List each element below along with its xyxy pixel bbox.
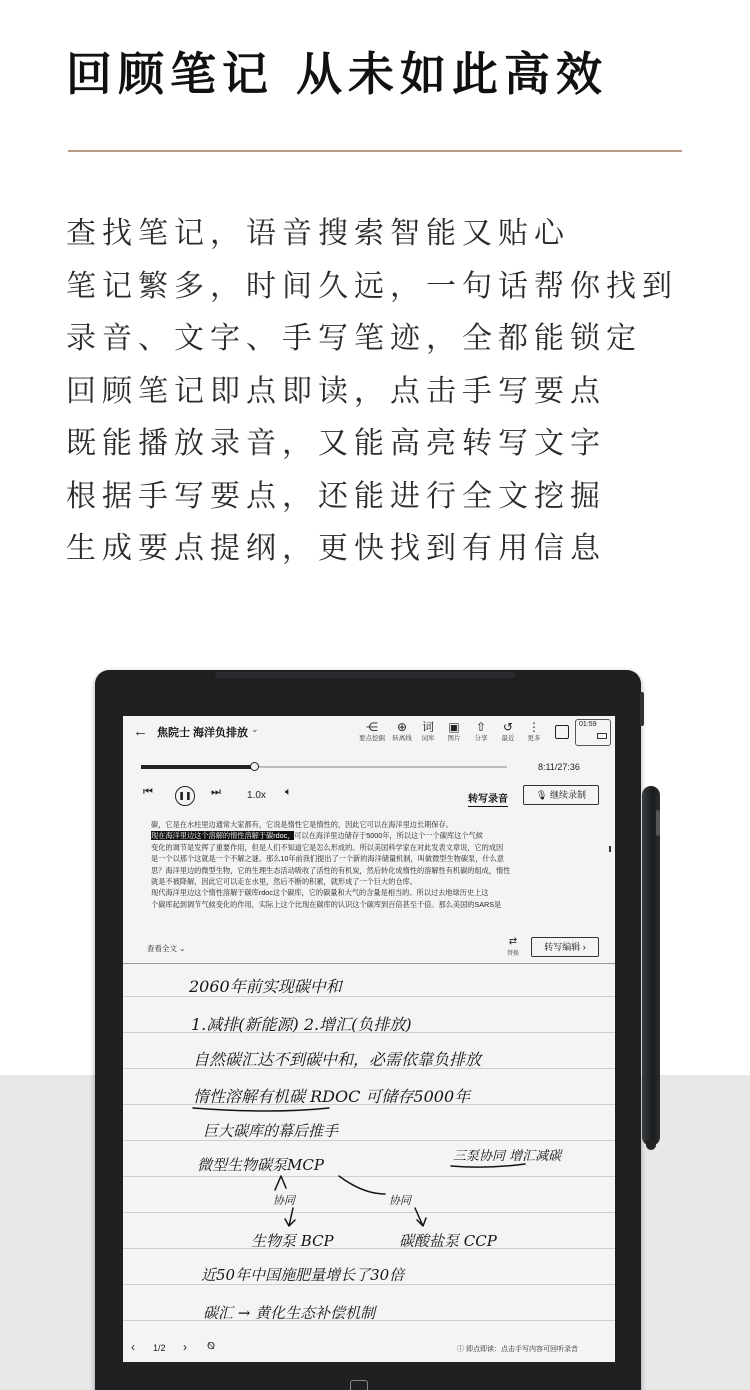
stylus-pen: [642, 786, 660, 1146]
fast-forward-icon[interactable]: ⏭: [211, 786, 221, 798]
recent-icon: ↺: [502, 720, 514, 734]
battery-icon: [597, 733, 607, 739]
chevron-down-icon: ⌄: [179, 944, 186, 953]
underline-stroke: [451, 1164, 525, 1167]
arrow-stroke: [285, 1208, 295, 1226]
tool-label: 要点挖掘: [359, 735, 385, 742]
view-full-text-label: 查看全文: [147, 944, 177, 953]
chevron-down-icon[interactable]: ⌄: [251, 724, 259, 734]
intro-line: 录音、文字、手写笔迹，全都能锁定: [66, 321, 642, 356]
transcript-line[interactable]: [151, 853, 593, 864]
pause-button[interactable]: [175, 786, 195, 806]
tablet-screen: [123, 716, 615, 1362]
transcript-line[interactable]: [151, 830, 593, 841]
transcript-text-segment: 就是不被降解，因此它可以走在水里，然后不断的积累，就形成了一个巨大的仓库。: [151, 877, 417, 887]
tool-more-button[interactable]: [517, 720, 551, 744]
stylus-clip: [656, 810, 660, 836]
volume-icon[interactable]: 🔈︎: [285, 786, 292, 798]
transcript-line[interactable]: [151, 865, 593, 876]
tool-label: 更多: [527, 735, 541, 742]
tap-to-read-hint: [457, 1344, 578, 1354]
pause-icon: ❚❚: [178, 791, 192, 800]
page-indicator: 1/2: [153, 1343, 166, 1353]
transcript-text[interactable]: [151, 819, 593, 910]
intro-line: 根据手写要点，还能进行全文挖掘: [66, 478, 606, 514]
underline-stroke: [193, 1108, 329, 1111]
tool-label: 最近: [501, 735, 515, 742]
handwriting-line: 近50年中国施肥量增长了30倍: [201, 1266, 405, 1284]
handwriting-line: 1.减排(新能源) 2.增汇(负排放): [191, 1015, 412, 1034]
previous-page-icon[interactable]: ‹: [131, 1340, 135, 1354]
rewind-icon[interactable]: ⏮: [143, 786, 153, 798]
handwriting-line: 协同: [273, 1194, 295, 1207]
lexicon-icon: 词: [421, 720, 434, 734]
replace-icon: ⇄: [508, 936, 518, 947]
tool-key-points-button[interactable]: [355, 720, 389, 744]
device-top-edge: [215, 672, 515, 678]
transcript-text-segment: 可以在海洋里边储存于5000年，所以这个一个碳库这个气候: [294, 831, 483, 841]
transcript-text-segment: 碳，它是在水柱里边通常大家都有，它说是惰性它是惰性的，因此它可以在海洋里边长期保存。: [151, 820, 453, 829]
continue-recording-button[interactable]: [523, 785, 599, 805]
back-arrow-icon[interactable]: ←: [133, 723, 148, 740]
handwriting-line: 协同: [389, 1194, 411, 1207]
handwriting-line: 三泵协同 增汇减碳: [453, 1149, 562, 1164]
heading-divider: [68, 150, 682, 152]
handwritten-notes-canvas[interactable]: [123, 964, 615, 1334]
transcript-text-segment: 现代海洋里边这个惰性溶解于碳库rdoc这个碳库，它的碳量和大气的含量是相当的。所以过去地球历史上这: [151, 888, 489, 898]
scrollbar[interactable]: [609, 846, 611, 852]
continue-recording-label: 继续录制: [549, 790, 586, 800]
info-icon: ⓘ: [457, 1346, 464, 1353]
handwriting-line: 巨大碳库的幕后推手: [203, 1122, 339, 1140]
handwriting-line: 微型生物碳泵MCP: [197, 1156, 324, 1174]
transcript-text-segment: 是一个以那个这就是一个不解之谜。那么10年前我们提出了一个新的海洋储量机制，叫做微型生物碳泵，什么意: [151, 854, 504, 864]
usb-port: [350, 1380, 368, 1390]
stylus-tip: [646, 1140, 656, 1150]
replace-button[interactable]: [503, 936, 523, 957]
more-icon: ⋮: [528, 720, 540, 734]
microphone-icon: 🎙︎: [536, 790, 548, 800]
intro-text: [66, 208, 706, 576]
tool-label: 转离线: [392, 735, 412, 742]
replace-label: 替换: [506, 951, 519, 957]
intro-line: 既能播放录音，又能高亮转写文字: [66, 426, 606, 461]
hint-text: 即点即读：点击手写内容可回听录音: [465, 1346, 578, 1353]
transcribe-recording-button[interactable]: 转写录音: [468, 790, 508, 807]
audio-progress-fill: [141, 765, 254, 769]
transcript-text-segment: 个碳库起到调节气候变化的作用，实际上这个比现在碳库的认识这个碳库到百倍甚至千倍。那么美国的SARS是: [151, 899, 502, 909]
next-page-icon[interactable]: ›: [183, 1340, 187, 1354]
clock: 01:59: [579, 721, 597, 728]
playback-speed[interactable]: 1.0x: [247, 790, 266, 801]
share-icon: ⇧: [475, 720, 487, 734]
playback-time: 8:11/27:36: [538, 762, 580, 772]
lock-page-icon[interactable]: ⦰: [207, 1341, 216, 1352]
offline-icon: ⊕: [396, 720, 408, 734]
page-footer: [123, 1336, 615, 1360]
tool-label: 分享: [474, 735, 488, 742]
intro-line: 查找笔记，语音搜索智能又贴心: [66, 216, 570, 251]
chevron-right-icon: ›: [582, 942, 586, 952]
intro-line: 笔记繁多，时间久远，一句话帮你找到: [66, 268, 678, 304]
intro-line: 回顾笔记即点即读，点击手写要点: [66, 373, 606, 409]
app-toolbar: [123, 716, 615, 750]
transcript-line[interactable]: [151, 819, 593, 830]
intro-line: 生成要点提纲，更快找到有用信息: [66, 531, 606, 566]
arrow-stroke: [415, 1208, 426, 1226]
handwriting-line: 生物泵 BCP: [251, 1232, 334, 1250]
transcript-text-segment: 思？海洋里边的微型生物，它的生理生态活动吸收了活性的有机炭，然后转化成惰性的溶解性有机碳的组成，惰性: [151, 865, 511, 875]
handwriting-line: 2060年前实现碳中和: [189, 977, 342, 996]
image-icon: ▣: [448, 720, 460, 734]
layers-icon[interactable]: [555, 725, 569, 739]
highlighted-transcript-segment[interactable]: 现在海洋里边这个溶解的惰性溶解于碳rdoc，: [151, 831, 295, 841]
transcript-line[interactable]: [151, 876, 593, 887]
key-points-icon: ⋲: [366, 720, 378, 734]
transcript-edit-button[interactable]: [531, 937, 599, 957]
view-full-text-button[interactable]: [147, 943, 185, 954]
handwriting-line: 自然碳汇达不到碳中和，必需依靠负排放: [193, 1050, 482, 1069]
tool-label: 图片: [447, 735, 461, 742]
arrow-stroke: [275, 1176, 286, 1190]
handwriting-line: 惰性溶解有机碳 RDOC 可储存5000年: [193, 1087, 471, 1106]
arrow-stroke: [339, 1176, 385, 1194]
power-button[interactable]: [640, 692, 644, 726]
transcript-text-segment: 变化的调节是发挥了重要作用，但是人们不知道它是怎么形成的。所以美国科学家在对此发表文章说，它的成因: [151, 842, 504, 852]
page-heading: 回顾笔记 从未如此高效: [66, 47, 609, 101]
tool-label: 词库: [421, 735, 435, 742]
note-title[interactable]: 焦院士 海洋负排放: [157, 727, 249, 739]
handwriting-line: 碳酸盐泵 CCP: [399, 1232, 497, 1250]
audio-progress-handle[interactable]: [250, 762, 259, 771]
handwriting-line: 碳汇 → 黄化生态补偿机制: [203, 1304, 376, 1322]
transcript-line[interactable]: [151, 887, 593, 898]
transcript-edit-label: 转写编辑: [544, 942, 581, 952]
transcript-line[interactable]: [151, 899, 593, 910]
transcript-line[interactable]: [151, 842, 593, 853]
